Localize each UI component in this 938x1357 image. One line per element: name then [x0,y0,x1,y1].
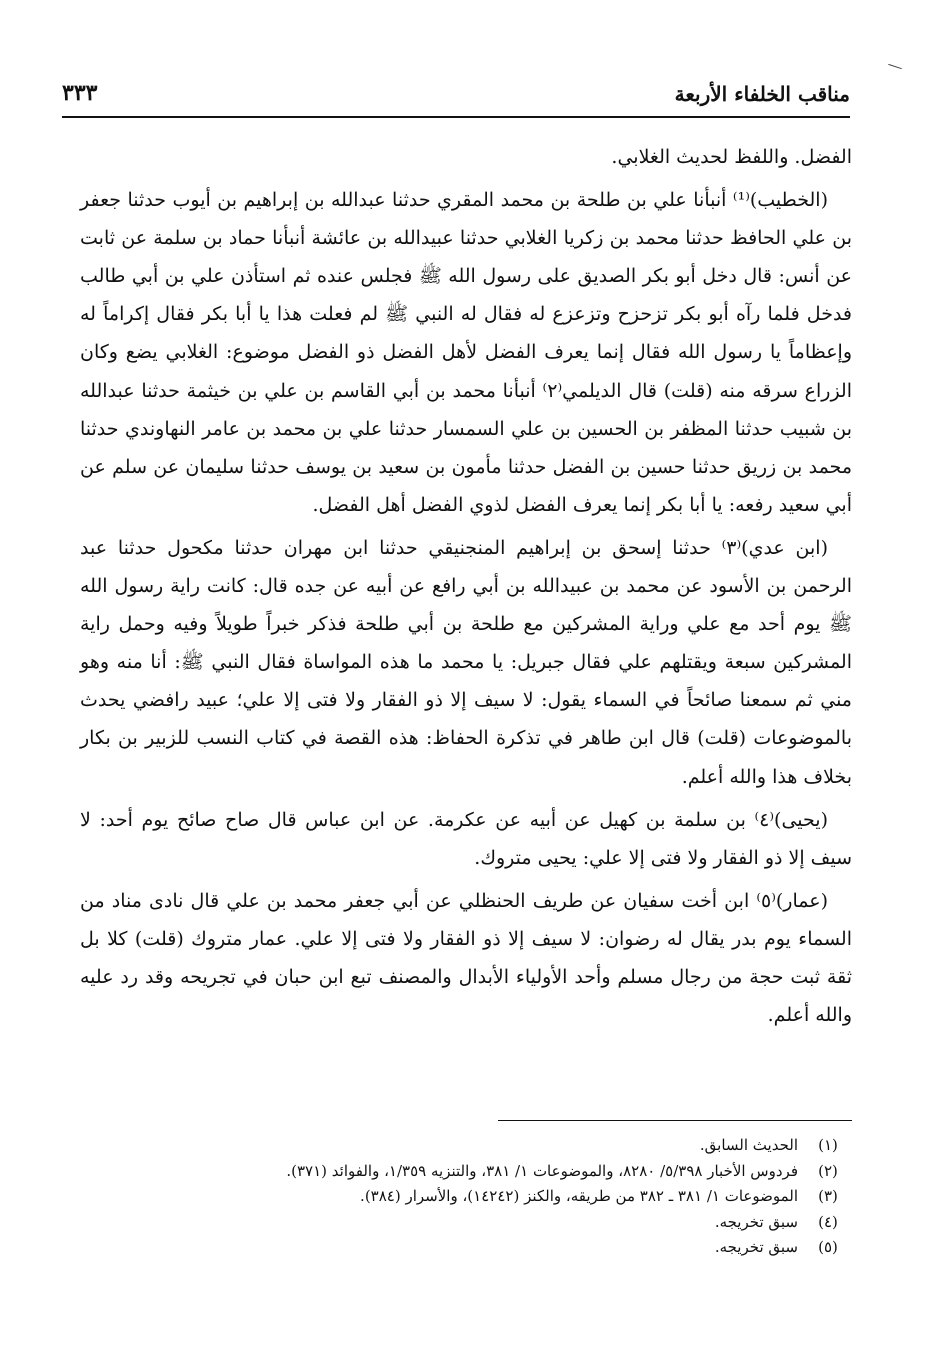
footnote-text: سبق تخريجه. [714,1238,798,1256]
footnote-text: فردوس الأخبار ٥/٣٩٨/ ٨٢٨٠، والموضوعات ١/ ٣٨١، والتنزيه ١/٣٥٩، والفوائد (٣٧١). [286,1161,798,1180]
footnote-item [80,1210,852,1236]
footnote-number: (١) [818,1136,838,1154]
main-text [80,138,852,1039]
running-title: مناقب الخلفاء الأربعة [674,82,850,106]
footnote-rule [498,1120,852,1121]
footnote-text: الحديث السابق. [699,1136,798,1154]
paragraph-ibn-adi: (ابن عدي)⁽٣⁾ حدثنا إسحق بن إبراهيم المنجنيقي حدثنا ابن مهران حدثنا مكحول حدثنا عبد الرحمن بن الأسود عن محمد بن عبيدالله بن أبي رافع عن أبيه عن جده قال: كانت راية رسول الله ﷺ يوم أحد مع علي وراية المشركين مع طلحة بن أبي طلحة فذكر خبراً طويلاً وفيه وحمل راية المشركين سبعة ويقتلهم علي فقال جبريل: يا محمد ما هذه المواساة فقال النبي ﷺ: أنا منه وهو مني ثم سمعنا صائحاً في السماء يقول: لا سيف إلا ذو الفقار ولا فتى إلا علي؛ عبيد رافضي يحدث بالموضوعات (قلت) قال ابن طاهر في تذكرة الحفاظ: هذه القصة في كتاب النسب للزبير بن بكار بخلاف هذا والله أعلم. [80,536,852,788]
footnote-text: الموضوعات ١/ ٣٨١ ـ ٣٨٢ من طريقه، والكنز (١٤٢٤٢)، والأسرار (٣٨٤). [360,1187,798,1205]
paragraph-yahya: (يحيى)⁽٤⁾ بن سلمة بن كهيل عن أبيه عن عكرمة. عن ابن عباس قال صاح صائح يوم أحد: لا سيف إلا ذو الفقار ولا فتى إلا علي: يحيى متروك. [80,808,852,869]
paragraph-continuation: الفضل. واللفظ لحديث الغلابي. [611,146,852,168]
header-rule [62,116,850,118]
footnote-item [80,1184,852,1210]
footnote-number: (٤) [818,1212,838,1231]
paragraph-khatib: (الخطيب)⁽¹⁾ أنبأنا علي بن طلحة بن محمد المقري حدثنا عبدالله بن إبراهيم بن أيوب حدثنا جعفر بن علي الحافظ حدثنا محمد بن زكريا الغلابي حدثنا عبيدالله بن عائشة أنبأنا حماد بن سلمة عن ثابت عن أنس: قال دخل أبو بكر الصديق على رسول الله ﷺ فجلس عنده ثم استأذن علي بن أبي طالب فدخل فلما رآه أبو بكر تزحزح وتزعزع له فقال له النبي ﷺ لم فعلت هذا يا أبا بكر فقال إكراماً له وإعظاماً يا رسول الله فقال إنما يعرف الفضل لأهل الفضل ذو الفضل موضوع: الغلابي يضع وكان الزراع سرقه منه (قلت) قال الديلمي⁽٢⁾ أنبأنا محمد بن أبي القاسم بن علي بن خيثمة حدثنا عبدالله بن شبيب حدثنا المظفر بن الحسين بن علي السمسار حدثنا علي بن محمد بن عامر النهاوندي حدثنا محمد بن زريق حدثنا حسين بن الفضل حدثنا مأمون بن سعيد بن يوسف حدثنا سليمان عن سلم عن أبي سعيد رفعه: يا أبا بكر إنما يعرف الفضل لذوي الفضل أهل الفضل. [80,189,852,516]
footnote-text: سبق تخريجه. [714,1212,798,1231]
footnote-number: (٥) [818,1238,838,1256]
paragraph-ammar: (عمار)⁽٥⁾ ابن أخت سفيان عن طريف الحنظلي عن أبي جعفر محمد بن علي قال نادى مناد من السماء يوم بدر يقال له رضوان: لا سيف إلا ذو الفقار ولا فتى إلا علي. عمار متروك (قلت) كلا بل ثقة ثبت حجة من رجال مسلم وأحد الأولياء الأبدال والمصنف تبع ابن حبان في تجريحه وقد رد عليه والله أعلم. [80,889,852,1027]
page-header [62,78,850,116]
footnote-number: (٢) [818,1161,838,1180]
footnote-item [80,1133,852,1159]
footnote-item [80,1235,852,1261]
scan-corner-mark [888,64,902,69]
footnote-number: (٣) [818,1187,838,1205]
footnotes [80,1133,852,1261]
page-number: ٣٣٣ [62,80,98,106]
footnote-item [80,1159,852,1185]
